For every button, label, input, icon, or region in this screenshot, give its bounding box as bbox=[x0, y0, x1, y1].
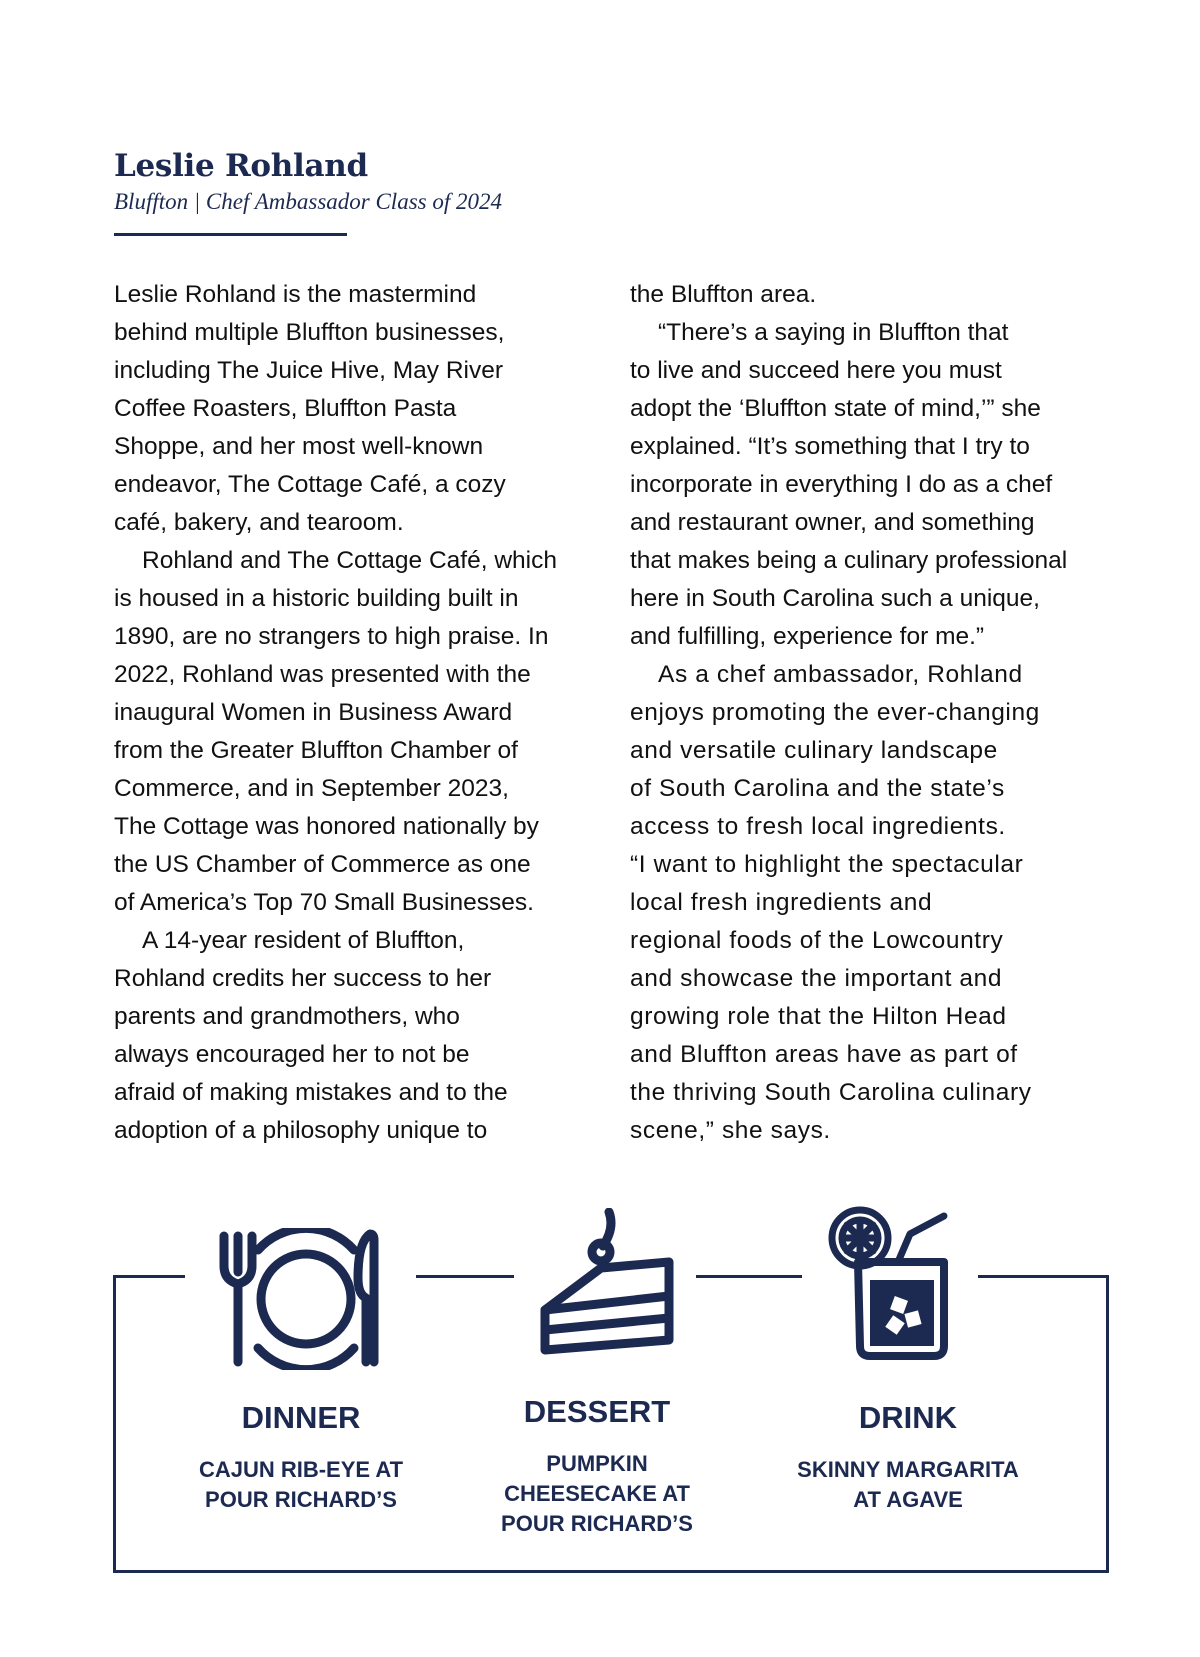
article-column-left bbox=[114, 276, 614, 1150]
plate-utensils-icon bbox=[218, 1228, 384, 1370]
paragraph: A 14-year resident of Bluffton, Rohland credits her success to her parents and grandmothers, who always encouraged her to not be afraid of making mistakes and to the adoption of a philosophy unique to bbox=[114, 927, 508, 1144]
box-border-top-segment bbox=[113, 1275, 185, 1278]
favorite-title-drink: DRINK bbox=[858, 1400, 958, 1435]
favorite-desc-dinner: CAJUN RIB-EYE AT POUR RICHARD’S bbox=[198, 1457, 404, 1512]
box-border-bottom bbox=[113, 1570, 1109, 1573]
box-border-top-segment bbox=[696, 1275, 802, 1278]
favorite-title-dessert: DESSERT bbox=[523, 1394, 671, 1429]
paragraph: As a chef ambassador, Rohland enjoys promoting the ever-changing and versatile culinary landscape of South Carolina and the state’s access to fresh local ingredients. “I want to highlight the spectacular local fresh ingredients and regional foods of the Lowcountry and showcase the important and growing role that the Hilton Head and Bluffton areas have as part of the thriving South Carolina culinary scene,” she says. bbox=[630, 661, 1040, 1144]
box-border-top-segment bbox=[416, 1275, 514, 1278]
paragraph: Leslie Rohland is the mastermind behind multiple Bluffton businesses, including The Juice Hive, May River Coffee Roasters, Bluffton Pasta Shoppe, and her most well-known endeavor, The Cottage Café, a cozy café, bakery, and tearoom. bbox=[114, 281, 506, 536]
box-border-left bbox=[113, 1275, 116, 1573]
favorite-desc-drink: SKINNY MARGARITA AT AGAVE bbox=[797, 1457, 1019, 1512]
box-border-top-segment bbox=[978, 1275, 1109, 1278]
profile-name: Leslie Rohland bbox=[114, 148, 368, 184]
paragraph: “There’s a saying in Bluffton that to live and succeed here you must adopt the ‘Bluffton state of mind,’” she explained. “It’s something that I try to incorporate in everything I do as a chef and restaurant owner, and something that makes being a culinary professional here in South Carolina such a unique, and fulfilling, experience for me.” bbox=[630, 319, 1068, 650]
article-column-right bbox=[630, 276, 1130, 1150]
favorite-title-dinner: DINNER bbox=[241, 1400, 361, 1435]
favorite-desc-dessert: PUMPKIN CHEESECAKE AT POUR RICHARD’S bbox=[501, 1451, 693, 1536]
paragraph: Rohland and The Cottage Café, which is housed in a historic building built in 1890, are no strangers to high praise. In 2022, Rohland was presented with the inaugural Women in Business Award from the Greater Bluffton Chamber of Commerce, and in September 2023, The Cottage was honored nationally by the US Chamber of Commerce as one of America’s Top 70 Small Businesses. bbox=[114, 547, 557, 916]
cake-slice-icon bbox=[537, 1208, 679, 1360]
box-border-right bbox=[1106, 1275, 1109, 1573]
cocktail-glass-icon bbox=[826, 1204, 954, 1366]
profile-subtitle: Bluffton | Chef Ambassador Class of 2024 bbox=[114, 189, 502, 214]
paragraph: the Bluffton area. bbox=[630, 281, 817, 308]
header-divider bbox=[114, 233, 347, 236]
